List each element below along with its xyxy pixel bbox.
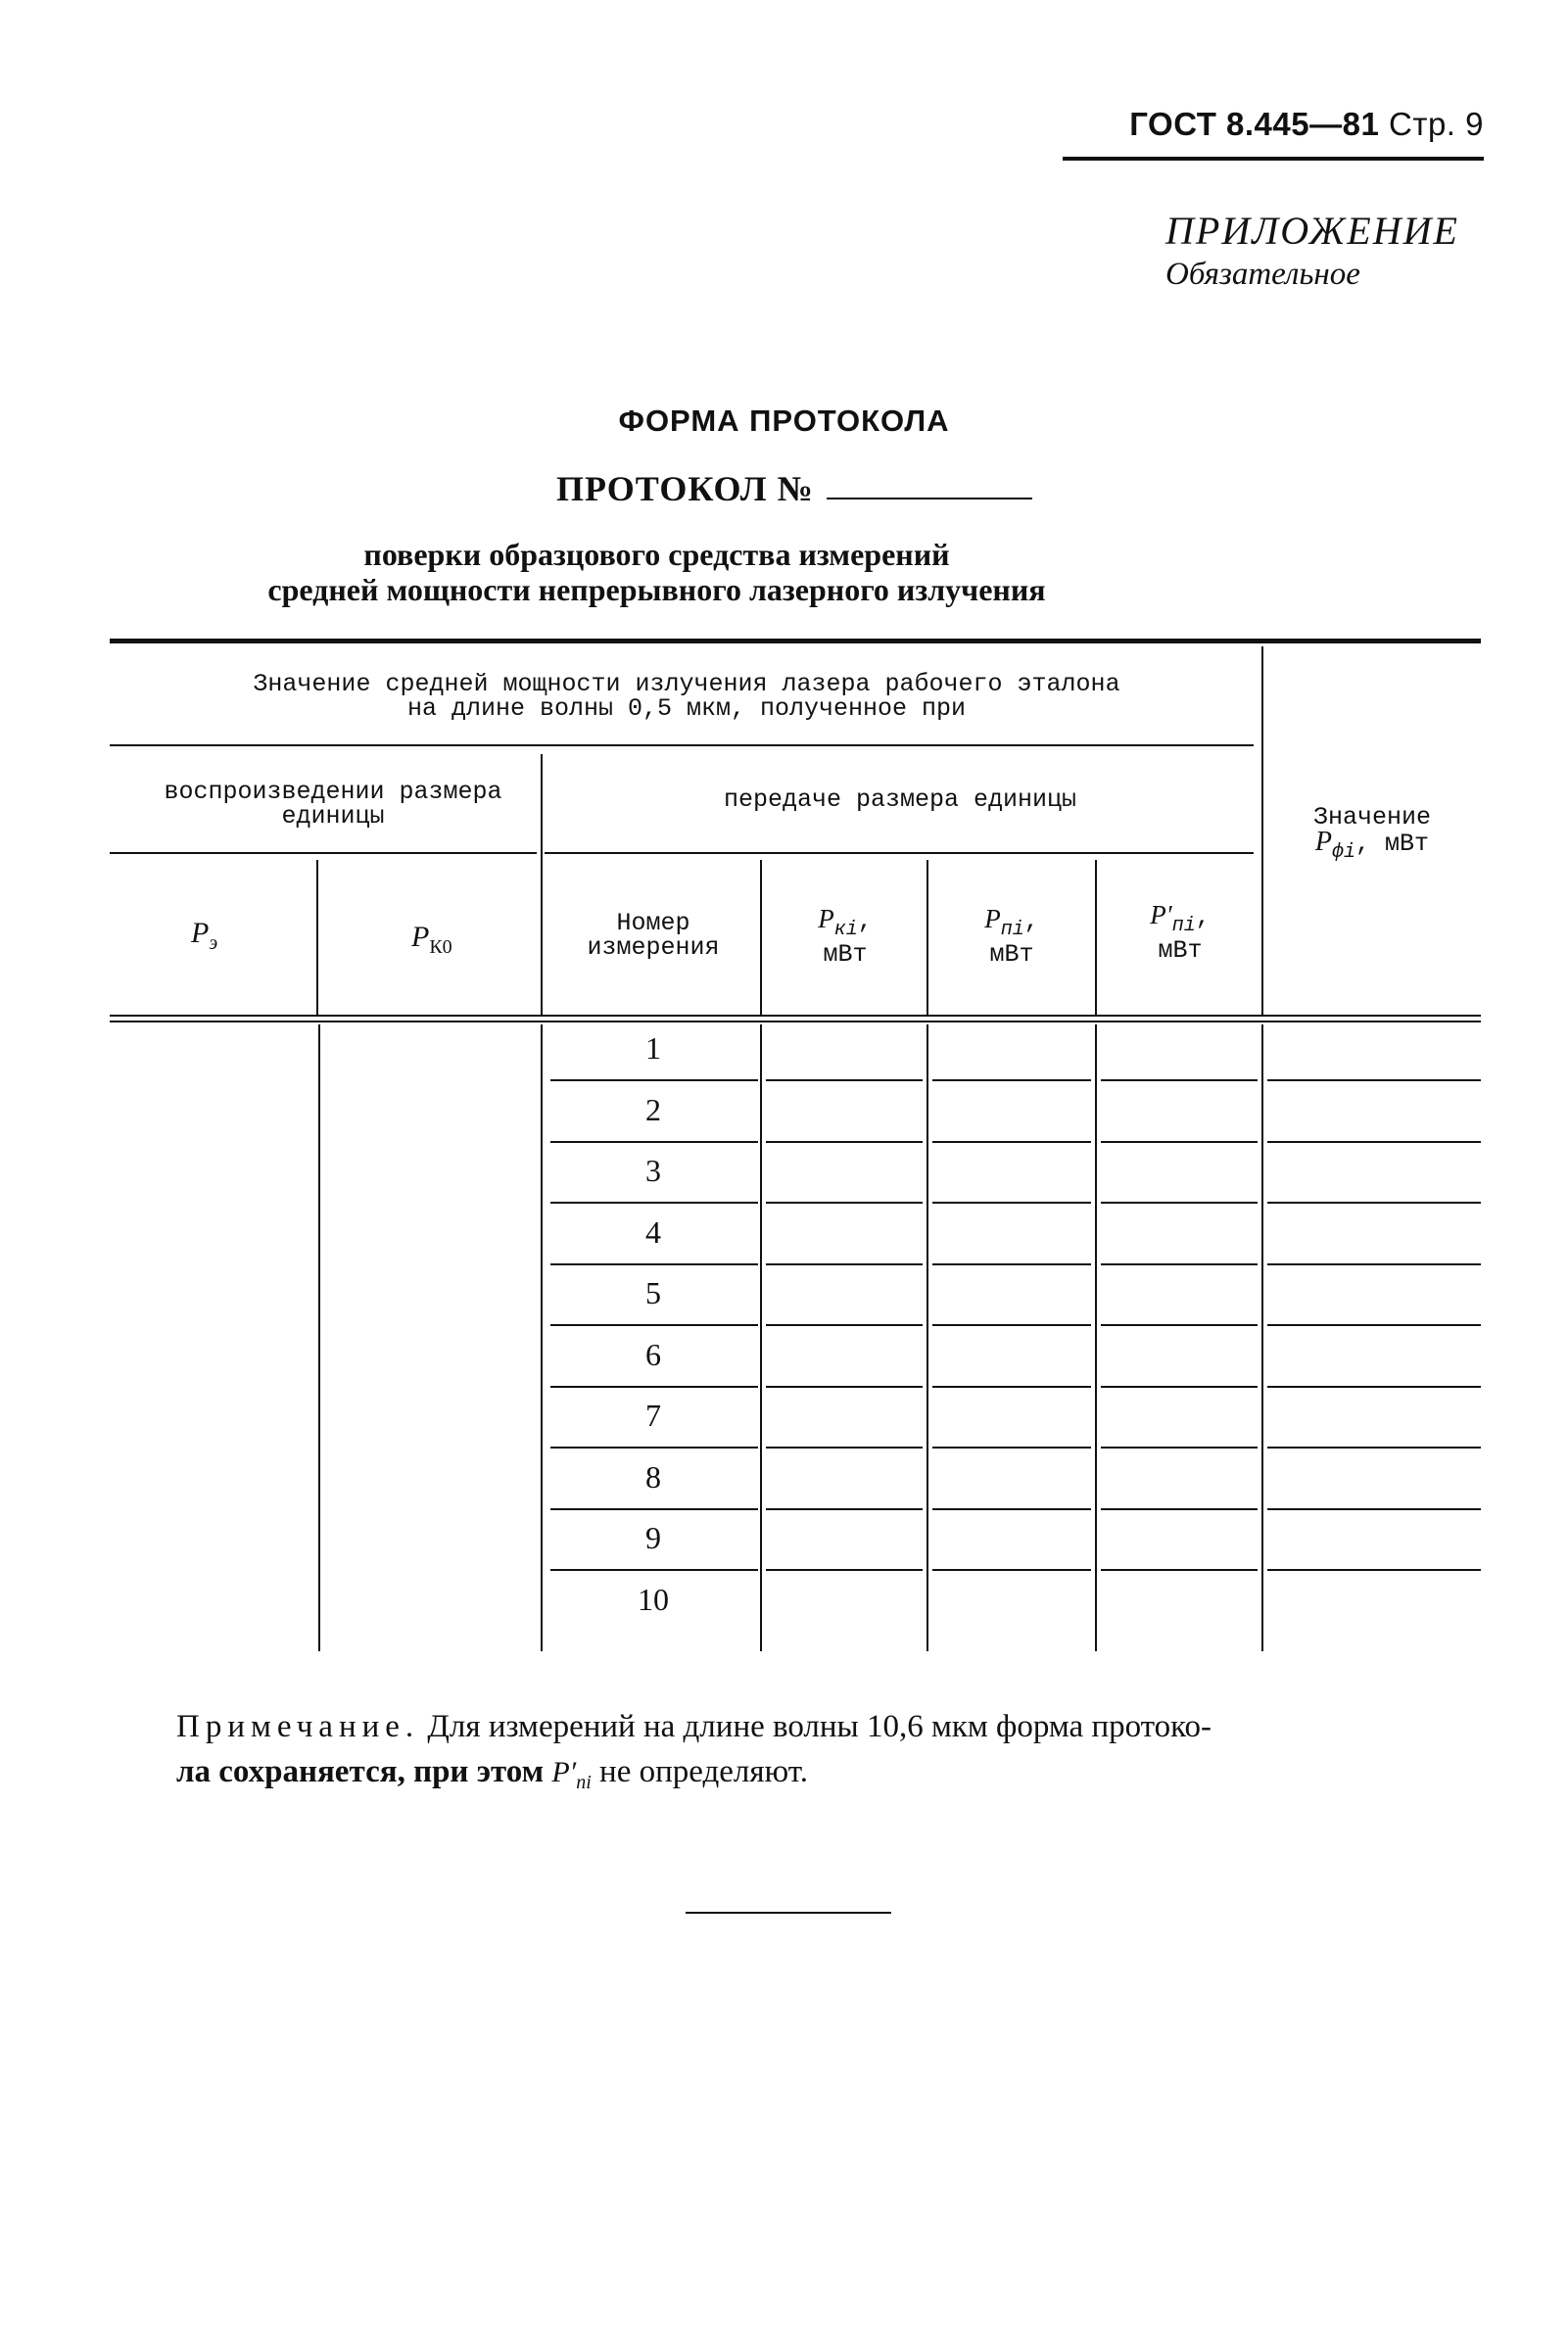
row-rule <box>766 1508 923 1510</box>
row-rule <box>1101 1202 1258 1204</box>
row-rule <box>932 1141 1091 1143</box>
measurement-number: 9 <box>645 1520 661 1555</box>
row-rule <box>550 1386 758 1388</box>
row-rule <box>550 1141 758 1143</box>
row-rule <box>1267 1079 1481 1081</box>
measurement-number: 10 <box>638 1581 669 1617</box>
vline-pk0-meas-body <box>541 1024 543 1651</box>
vline-result-body <box>1261 1024 1263 1651</box>
row-rule <box>1267 1324 1481 1326</box>
row-rule <box>1101 1324 1258 1326</box>
row-rule <box>932 1263 1091 1265</box>
protocol-subtitle-line1: поверки образцового средства измерений <box>363 537 950 572</box>
note-symbol: P′ <box>551 1756 577 1788</box>
measurement-number: 1 <box>645 1030 661 1066</box>
group-transfer: передаче размера единицы <box>723 785 1077 814</box>
col-pni-header: $P_{пi}$, мВт <box>984 904 1039 969</box>
row-rule <box>1101 1263 1258 1265</box>
header-bottom-rule-1 <box>110 1015 1481 1017</box>
row-rule <box>550 1202 758 1204</box>
table-top-rule <box>110 639 1481 643</box>
row-rule <box>1101 1141 1258 1143</box>
page-number: Стр. 9 <box>1389 106 1484 142</box>
note-text-1: Для измерений на длине волны 10,6 мкм форма протоко- <box>427 1709 1212 1744</box>
row-rule <box>766 1079 923 1081</box>
protocol-subtitle-line2: средней мощности непрерывного лазерного излучения <box>267 572 1046 607</box>
note-text-3: не определяют. <box>599 1754 808 1789</box>
row-rule <box>766 1386 923 1388</box>
row-rule <box>766 1263 923 1265</box>
vline-group-split <box>541 754 543 1015</box>
standard-number: ГОСТ 8.445—81 <box>1129 106 1380 142</box>
header-rule <box>1063 157 1484 161</box>
vline-pe-pk0-header <box>316 860 318 1015</box>
row-rule <box>1267 1447 1481 1449</box>
vline-pki-pni-body <box>927 1024 928 1651</box>
protocol-number-blank <box>827 498 1032 499</box>
col-meas-no-header: Номер измерения <box>587 909 720 962</box>
col-result-header: Значение $P_{фi}$, мВт <box>1312 803 1432 864</box>
col-pni-prime-header: $P'_{пi}$, мВт <box>1150 900 1211 965</box>
footnote <box>176 1704 1489 1805</box>
row-rule <box>550 1263 758 1265</box>
row-rule <box>932 1386 1091 1388</box>
row-rule <box>932 1324 1091 1326</box>
measurement-number: 8 <box>645 1458 661 1495</box>
vline-pki-pni-header <box>927 860 928 1015</box>
row-rule <box>1101 1447 1258 1449</box>
measurement-number: 2 <box>645 1091 661 1127</box>
row-rule <box>766 1202 923 1204</box>
top-header-text: Значение средней мощности излучения лазера рабочего эталона на длине волны 0,5 мкм, полученное при <box>253 670 1120 723</box>
vline-meas-pki-header <box>760 860 762 1015</box>
row-rule <box>1101 1569 1258 1571</box>
row-rule <box>932 1447 1091 1449</box>
row-rule <box>1267 1263 1481 1265</box>
bottom-rule <box>686 1912 891 1914</box>
appendix-subtitle: Обязательное <box>1165 257 1360 292</box>
form-title: ФОРМА ПРОТОКОЛА <box>618 404 950 438</box>
measurement-number: 5 <box>645 1275 661 1310</box>
page-header <box>1063 106 1484 143</box>
measurement-number: 4 <box>645 1213 661 1250</box>
note-symbol-sub: пi <box>576 1772 592 1793</box>
header-divider-2b <box>545 852 1254 854</box>
header-divider-2a <box>110 852 537 854</box>
vline-result-header <box>1261 646 1263 1015</box>
row-rule <box>1101 1386 1258 1388</box>
row-rule <box>932 1569 1091 1571</box>
row-rule <box>1267 1141 1481 1143</box>
measurement-number: 7 <box>645 1398 661 1433</box>
row-rule <box>1267 1569 1481 1571</box>
row-rule <box>1267 1202 1481 1204</box>
header-divider-1 <box>110 744 1254 746</box>
row-rule <box>550 1324 758 1326</box>
row-rule <box>766 1569 923 1571</box>
note-label: Примечание. <box>176 1709 420 1744</box>
vline-pni-prime-body <box>1095 1024 1097 1651</box>
appendix-title: ПРИЛОЖЕНИЕ <box>1165 209 1459 253</box>
row-rule <box>932 1202 1091 1204</box>
group-reproduction: воспроизведении размера единицы <box>164 778 502 831</box>
note-text-2: ла сохраняется, при этом <box>176 1754 545 1789</box>
measurement-number: 6 <box>645 1336 661 1372</box>
row-rule <box>1101 1508 1258 1510</box>
vline-pni-prime-header <box>1095 860 1097 1015</box>
row-rule <box>766 1324 923 1326</box>
col-pk0-header: PК0 <box>411 921 452 958</box>
measurement-number: 3 <box>645 1153 661 1188</box>
row-rule <box>932 1079 1091 1081</box>
vline-pe-pk0-body <box>318 1024 320 1651</box>
row-rule <box>766 1141 923 1143</box>
row-rule <box>550 1508 758 1510</box>
row-rule <box>550 1079 758 1081</box>
col-pe-header: Pэ <box>191 917 218 954</box>
header-bottom-rule-2 <box>110 1021 1481 1022</box>
vline-meas-pki-body <box>760 1024 762 1651</box>
row-rule <box>1267 1386 1481 1388</box>
row-rule <box>766 1447 923 1449</box>
row-rule <box>1101 1079 1258 1081</box>
col-pki-header: $P_{кi}$, мВт <box>818 904 873 969</box>
protocol-label: ПРОТОКОЛ № <box>556 469 814 508</box>
row-rule <box>550 1447 758 1449</box>
row-rule <box>1267 1508 1481 1510</box>
row-rule <box>550 1569 758 1571</box>
row-rule <box>932 1508 1091 1510</box>
